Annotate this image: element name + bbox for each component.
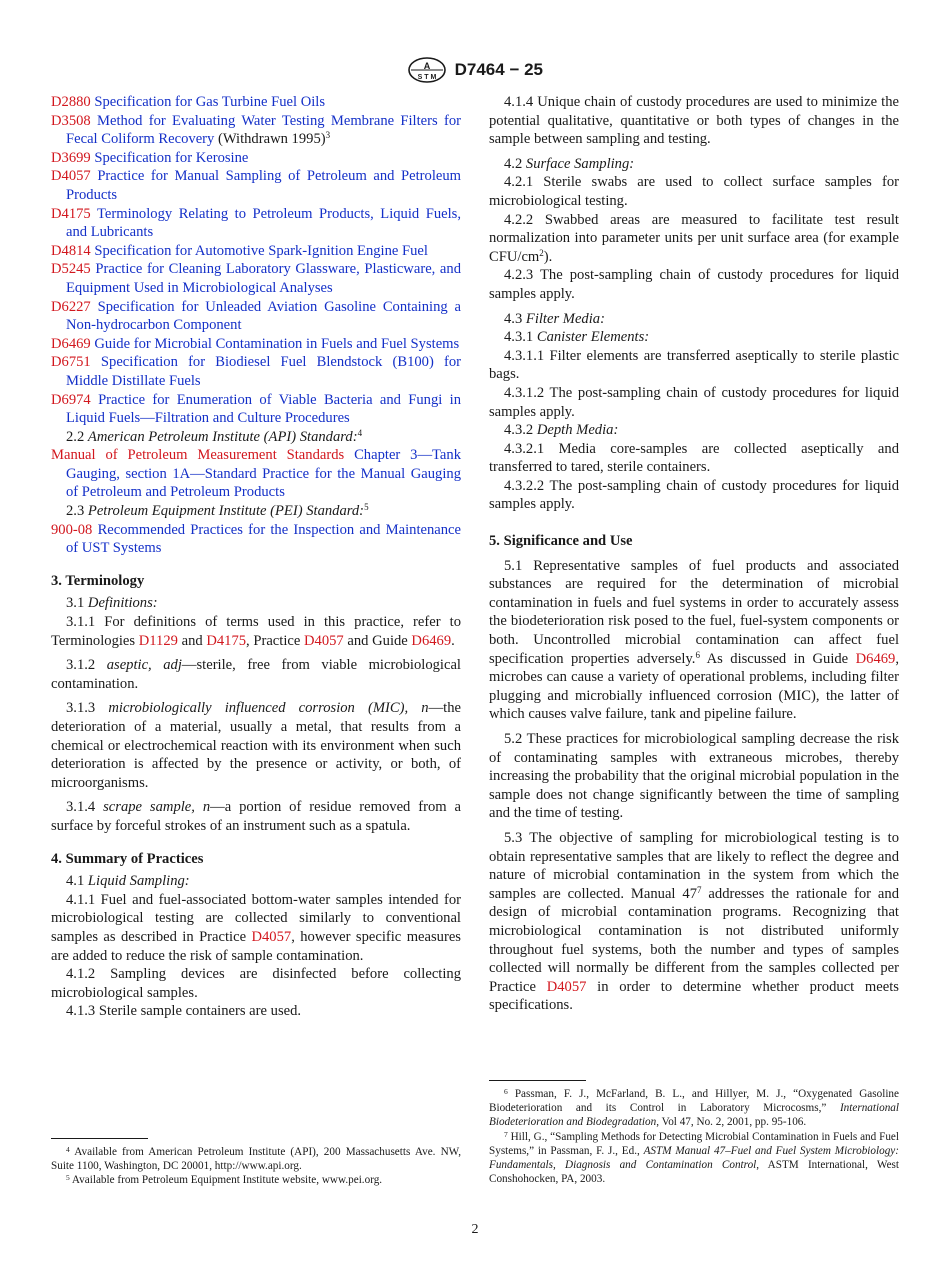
ref-link[interactable]: D4057: [304, 632, 344, 649]
ref-title-link[interactable]: Practice for Enumeration of Viable Bacteria and Fungi in Liquid Fuels—Filtration and Culture Procedures: [66, 391, 461, 427]
ref-link[interactable]: D6469: [411, 632, 452, 649]
ref-title-link[interactable]: Specification for Unleaded Aviation Gasoline Containing a Non-hydrocarbon Component: [66, 298, 461, 334]
ref-code-link[interactable]: 900-08: [51, 521, 93, 538]
ref-item: [51, 112, 461, 149]
ref-title-link[interactable]: Practice for Cleaning Laboratory Glassware, Plasticware, and Equipment Used in Microbiological Analyses: [66, 261, 461, 296]
ref-title-link[interactable]: Specification for Automotive Spark-Ignition Engine Fuel: [94, 242, 428, 259]
ref-title-link[interactable]: Recommended Practices for the Inspection and Maintenance of UST Systems: [66, 521, 461, 557]
footnote-divider: [489, 1080, 586, 1081]
ref-code-link[interactable]: D6227: [51, 298, 91, 315]
svg-text:S T M: S T M: [417, 74, 437, 81]
ref-item: [51, 93, 461, 112]
ref-link[interactable]: D4057: [251, 928, 292, 945]
ref-code-link[interactable]: Manual of Petroleum Measurement Standards: [51, 447, 345, 464]
section-4-3-1-1: 4.3.1.1 Filter elements are transferred aseptically to sterile plastic bags.: [489, 347, 899, 383]
section-3-1-3: 3.1.3 microbiologically influenced corrosion (MIC), n—the deterioration of a material, usually a metal, that results from a chemical or electrochemical reaction with its environment when such deterioration is affected by the presence or activity, or both, of microorganisms.: [51, 700, 461, 791]
ref-link[interactable]: D4057: [546, 978, 587, 995]
ref-item: [51, 391, 461, 428]
ref-title-link[interactable]: Practice for Manual Sampling of Petroleum and Petroleum Products: [66, 168, 461, 203]
section-5-2: 5.2 These practices for microbiological sampling decrease the risk of contaminating samples with extraneous microbes, thereby increasing the probability that the original microbial population in the sample does not change significantly between the time of sampling and the time of testing.: [489, 731, 899, 822]
section-3-1-2: 3.1.2 aseptic, adj—sterile, free from viable microbiological contamination.: [51, 657, 461, 692]
left-footnotes: [51, 1138, 461, 1188]
footnote-ref: 3: [325, 130, 331, 141]
section-3-1-4: 3.1.4 scrape sample, n—a portion of residue removed from a surface by forceful strokes of an instrument such as a spatula.: [51, 799, 461, 834]
section-4-1-4: 4.1.4 Unique chain of custody procedures are used to minimize the potential qualitative, quantitative or both types of changes in the sample between sampling and testing.: [489, 94, 899, 148]
ref-code-link[interactable]: D4175: [51, 205, 91, 222]
ref-code-link[interactable]: D3699: [51, 149, 91, 166]
section-4-1-3: 4.1.3 Sterile sample containers are used.: [66, 1003, 302, 1020]
ref-item: [51, 242, 461, 261]
ref-code-link[interactable]: D6974: [51, 391, 91, 408]
ref-title-link[interactable]: Terminology Relating to Petroleum Products, Liquid Fuels, and Lubricants: [66, 205, 462, 241]
ref-item: [51, 298, 461, 335]
section-4-3-2-1: 4.3.2.1 Media core-samples are collected aseptically and transferred to tared, sterile containers.: [489, 440, 899, 476]
section-4-2-3: 4.2.3 The post-sampling chain of custody procedures for liquid samples apply.: [489, 267, 899, 302]
ref-code-link[interactable]: D6469: [51, 335, 91, 352]
section-4-3-1: 4.3.1 Canister Elements:: [504, 329, 650, 346]
page-header: [0, 56, 950, 84]
section-3-1-1: 3.1.1 For definitions of terms used in this practice, refer to Terminologies D1129 and D4175, Practice D4057 and Guide D6469.: [51, 614, 461, 649]
page-number: 2: [471, 1222, 479, 1237]
ref-withdrawn-note: (Withdrawn 1995): [214, 131, 326, 148]
section-4-3-2: 4.3.2 Depth Media:: [504, 422, 619, 439]
ref-title-link[interactable]: Method for Evaluating Water Testing Membrane Filters for Fecal Coliform Recovery: [66, 112, 462, 148]
ref-link[interactable]: D1129: [138, 632, 178, 649]
footnote-ref: 4: [357, 427, 363, 438]
section-4-heading: 4. Summary of Practices: [51, 850, 204, 867]
ref-title-link[interactable]: Specification for Gas Turbine Fuel Oils: [94, 94, 326, 110]
section-5-3: 5.3 The objective of sampling for microbiological testing is to obtain representative samples that are likely to reflect the degree and nature of microbial contamination in the system from which the samples are collected. Manual $47^7$ addresses the rationale for and design of microbial contamination programs. Recognizing that microbiological contamination is not distributed uniformly throughout fuel systems, both the number and types of samples collected will normally be different from the samples collected per Practice D4057 in order to determine whether product meets specifications.: [489, 829, 899, 1014]
ref-code-link[interactable]: D2880: [51, 94, 91, 110]
referenced-documents-list: [51, 93, 461, 428]
footnote-divider: [51, 1138, 148, 1139]
section-4-3-2-2: 4.3.2.2 The post-sampling chain of custody procedures for liquid samples apply.: [489, 477, 899, 513]
ref-code-link[interactable]: D4814: [51, 242, 91, 259]
ref-link[interactable]: D4175: [206, 632, 247, 649]
ref-link[interactable]: D6469: [855, 650, 896, 667]
right-footnotes: [489, 1080, 899, 1186]
section-3-heading: 3. Terminology: [51, 572, 145, 589]
ref-code-link[interactable]: D4057: [51, 168, 91, 185]
api-ref-item: [51, 446, 461, 502]
ref-item: [51, 149, 461, 168]
section-4-2-2: 4.2.2 Swabbed areas are measured to facilitate test result normalization into parameter units per unit surface area (for example CFU/$cm^2$).: [489, 211, 899, 265]
standard-designation: D7464 − 25: [454, 59, 544, 79]
ref-item: [51, 205, 461, 242]
pei-ref-item: [51, 521, 461, 558]
section-4-1-1: 4.1.1 Fuel and fuel-associated bottom-water samples intended for microbiological testing are collected similarly to conventional samples as described in Practice D4057, however specific measures are added to reduce the risk of sample contamination.: [51, 891, 461, 964]
section-4-3-1-2: 4.3.1.2 The post-sampling chain of custody procedures for liquid samples apply.: [489, 384, 899, 420]
ref-code-link[interactable]: D3508: [51, 112, 91, 129]
footnote-ref: 6: [695, 649, 700, 660]
ref-title-link[interactable]: Guide for Microbial Contamination in Fuels and Fuel Systems: [94, 335, 460, 352]
ref-item: [51, 260, 461, 297]
svg-text:A: A: [423, 61, 431, 71]
ref-item: [51, 353, 461, 390]
section-4-2: 4.2 Surface Sampling:: [504, 155, 635, 172]
footnote-6: $^6$ Passman, F. J., McFarland, B. L., and Hillyer, M. J., “Oxygenated Gasoline Biodeterioration and its Control in Laboratory Microcosms,” International Biodeterioration and Biodegradation, Vol 47, No. 2, 2001, pp. 95-106.: [489, 1087, 899, 1129]
section-2-3: 2.3 Petroleum Equipment Institute (PEI) Standard:$^5$: [66, 502, 369, 520]
footnote-7: $^7$ Hill, G., “Sampling Methods for Detecting Microbial Contamination in Fuels and Fuel Systems,” in Passman, F. J., Ed., ASTM Manual 47–Fuel and Fuel System Microbiology: Fundamentals, Diagnosis and Contamination Control, ASTM International, West Conshohocken, PA, 2003.: [489, 1129, 899, 1186]
left-column: [51, 93, 461, 1021]
section-4-2-1: 4.2.1 Sterile swabs are used to collect surface samples for microbiological testing.: [489, 174, 899, 209]
ref-item: [51, 167, 461, 204]
section-4-3: 4.3 Filter Media:: [504, 310, 605, 327]
ref-title-link[interactable]: Chapter 3—Tank Gauging, section 1A—Standard Practice for the Manual Gauging of Petroleum and Petroleum Products: [66, 447, 462, 501]
ref-title-link[interactable]: Specification for Kerosine: [94, 149, 249, 166]
footnote-ref: 5: [364, 502, 369, 513]
section-4-1-2: 4.1.2 Sampling devices are disinfected before collecting microbiological samples.: [51, 966, 461, 1001]
right-column: [489, 93, 899, 1015]
footnote-4: $^4$ Available from American Petroleum Institute (API), 200 Massachusetts Ave. NW, Suite 1100, Washington, DC 20001, http://www.api.org.: [51, 1145, 461, 1173]
section-2-2: 2.2 American Petroleum Institute (API) Standard:$^4$: [66, 427, 363, 445]
section-5-heading: 5. Significance and Use: [489, 533, 633, 550]
ref-title-link[interactable]: Specification for Biodiesel Fuel Blendstock (B100) for Middle Distillate Fuels: [66, 354, 461, 389]
section-4-1: 4.1 Liquid Sampling:: [66, 873, 190, 890]
ref-code-link[interactable]: D5245: [51, 261, 91, 278]
ref-code-link[interactable]: D6751: [51, 354, 91, 371]
section-5-1: 5.1 Representative samples of fuel products and associated substances are required for the determination of microbial contamination in fuels and fuel systems in order to accurately assess the biodeterioration risk posed to the fuel, fuel-system components or both. Uncontrolled microbial contamination can affect fuel specification properties adversely.$^6$ As discussed in Guide D6469, microbes can cause a variety of operational problems, including filter plugging and microbially influenced corrosion (MIC), the latter of which causes valve failure, tank and pipeline failure.: [489, 557, 899, 723]
astm-logo-icon: [407, 56, 447, 84]
footnote-5: $^5$ Available from Petroleum Equipment Institute website, www.pei.org.: [66, 1173, 383, 1187]
footnote-ref: 7: [697, 884, 702, 895]
ref-item: [51, 335, 461, 354]
section-3-1: 3.1 Definitions:: [66, 595, 158, 612]
